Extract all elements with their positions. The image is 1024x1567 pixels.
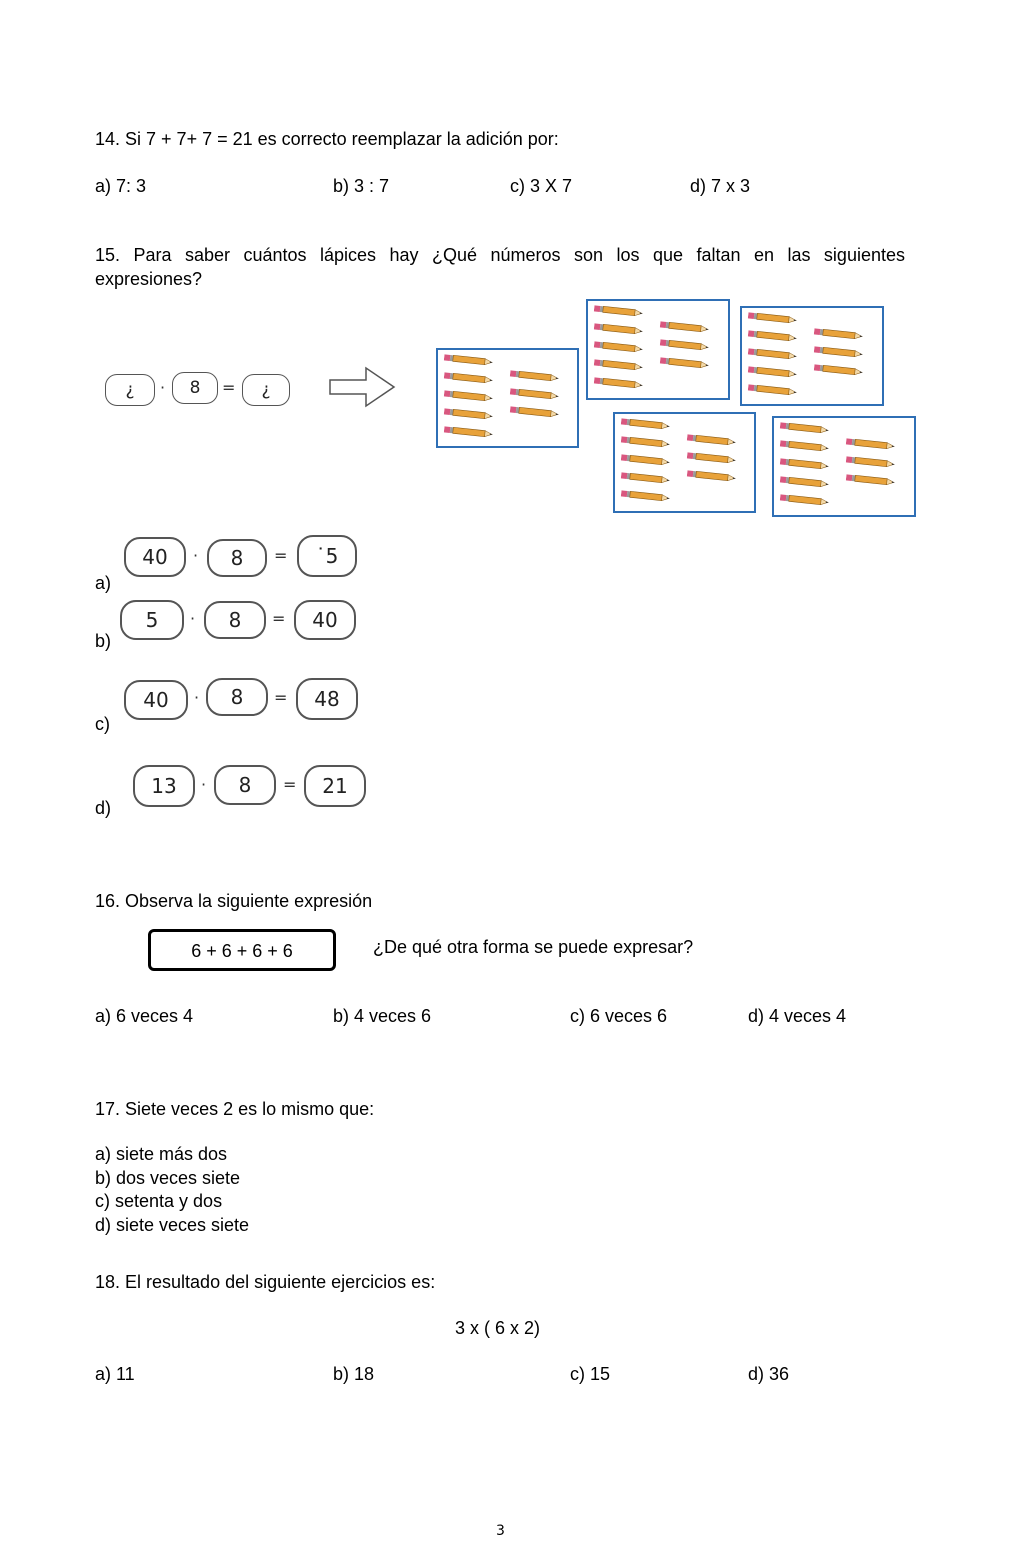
q16-prompt: ¿De qué otra forma se puede expresar? <box>373 937 694 957</box>
pencil-box <box>436 348 579 448</box>
q17-option-d: d) siete veces siete <box>95 1215 250 1235</box>
right-arrow-icon <box>328 366 398 408</box>
pencil-icon <box>780 439 831 452</box>
q17-question: 17. Siete veces 2 es lo mismo que: <box>95 1099 375 1119</box>
pencil-icon <box>780 421 831 434</box>
pencil-icon <box>510 387 561 400</box>
pencil-icon <box>444 389 495 402</box>
q15-question-line2: expresiones? <box>95 269 203 289</box>
pencil-icon <box>814 363 865 376</box>
option-label: b) <box>95 631 112 651</box>
pencil-icon <box>660 320 711 333</box>
pencil-icon <box>687 469 738 482</box>
q16-option-d: d) 4 veces 4 <box>748 1006 847 1026</box>
option-right-pill: 40 <box>294 600 356 640</box>
example-dot: · <box>160 378 166 397</box>
pencil-icon <box>748 347 799 360</box>
q16-option-c: c) 6 veces 6 <box>570 1006 668 1026</box>
pencil-icon <box>814 327 865 340</box>
example-equals: = <box>222 378 236 397</box>
q16-expression: 6 + 6 + 6 + 6 <box>191 941 293 961</box>
option-left-pill: 13 <box>133 765 195 807</box>
dot: · <box>194 688 200 707</box>
pencil-box <box>772 416 916 517</box>
pencil-icon <box>444 407 495 420</box>
pencil-icon <box>594 358 645 371</box>
pencil-box <box>586 299 730 400</box>
q18-option-b: b) 18 <box>333 1364 375 1384</box>
q18-option-c: c) 15 <box>570 1364 611 1384</box>
pencil-icon <box>687 433 738 446</box>
pencil-icon <box>748 365 799 378</box>
q15-question-line1: 15. Para saber cuántos lápices hay ¿Qué números son los que faltan en las siguientes <box>95 245 905 265</box>
option-right-pill: ˙5 <box>297 535 357 577</box>
example-right-pill: ¿ <box>242 374 290 406</box>
pencil-icon <box>444 425 495 438</box>
q14-option-c: c) 3 X 7 <box>510 176 573 196</box>
option-right-pill: 21 <box>304 765 366 807</box>
option-middle-pill: 8 <box>206 678 268 716</box>
pencil-icon <box>687 451 738 464</box>
q14-option-b: b) 3 : 7 <box>333 176 390 196</box>
pencil-icon <box>748 329 799 342</box>
pencil-box <box>613 412 756 513</box>
pencil-icon <box>510 405 561 418</box>
q17-option-b: b) dos veces siete <box>95 1168 241 1188</box>
pencil-icon <box>780 493 831 506</box>
q14-option-a: a) 7: 3 <box>95 176 147 196</box>
equals: = <box>274 546 288 565</box>
q16-option-b: b) 4 veces 6 <box>333 1006 432 1026</box>
pencil-icon <box>846 437 897 450</box>
option-middle-pill: 8 <box>204 601 266 639</box>
pencil-icon <box>814 345 865 358</box>
example-middle-pill: 8 <box>172 372 218 404</box>
pencil-box <box>740 306 884 406</box>
q14-option-d: d) 7 x 3 <box>690 176 751 196</box>
page-number: 3 <box>496 1523 505 1539</box>
option-middle-pill: 8 <box>214 765 276 805</box>
pencil-icon <box>594 376 645 389</box>
q17-option-a: a) siete más dos <box>95 1144 228 1164</box>
option-label: a) <box>95 573 112 593</box>
q18-option-d: d) 36 <box>748 1364 790 1384</box>
q18-expression: 3 x ( 6 x 2) <box>455 1318 541 1338</box>
pencil-icon <box>780 457 831 470</box>
dot: · <box>193 546 199 565</box>
equals: = <box>274 688 288 707</box>
pencil-icon <box>594 322 645 335</box>
pencil-icon <box>444 353 495 366</box>
pencil-icon <box>660 356 711 369</box>
pencil-icon <box>621 489 672 502</box>
q14-question: 14. Si 7 + 7+ 7 = 21 es correcto reemplazar la adición por: <box>95 129 559 149</box>
q16-option-a: a) 6 veces 4 <box>95 1006 194 1026</box>
pencil-icon <box>444 371 495 384</box>
equals: = <box>272 609 286 628</box>
pencil-icon <box>748 383 799 396</box>
pencil-icon <box>594 340 645 353</box>
pencil-icon <box>621 435 672 448</box>
pencil-icon <box>660 338 711 351</box>
pencil-icon <box>621 417 672 430</box>
dot: · <box>201 775 207 794</box>
q16-expression-box <box>148 929 336 971</box>
equals: = <box>283 775 297 794</box>
pencil-icon <box>846 473 897 486</box>
dot: · <box>190 609 196 628</box>
pencil-icon <box>594 304 645 317</box>
pencil-icon <box>748 311 799 324</box>
option-right-pill: 48 <box>296 678 358 720</box>
q18-option-a: a) 11 <box>95 1364 135 1384</box>
option-label: d) <box>95 798 112 818</box>
pencil-icon <box>510 369 561 382</box>
pencil-icon <box>621 453 672 466</box>
q17-option-c: c) setenta y dos <box>95 1191 223 1211</box>
q16-question: 16. Observa la siguiente expresión <box>95 891 373 911</box>
pencil-icon <box>621 471 672 484</box>
example-left-pill: ¿ <box>105 374 155 406</box>
option-label: c) <box>95 714 110 734</box>
option-left-pill: 40 <box>124 680 188 720</box>
pencil-icon <box>846 455 897 468</box>
option-left-pill: 5 <box>120 600 184 640</box>
option-middle-pill: 8 <box>207 539 267 577</box>
pencil-icon <box>780 475 831 488</box>
q18-question: 18. El resultado del siguiente ejercicios es: <box>95 1272 436 1292</box>
option-left-pill: 40 <box>124 537 186 577</box>
